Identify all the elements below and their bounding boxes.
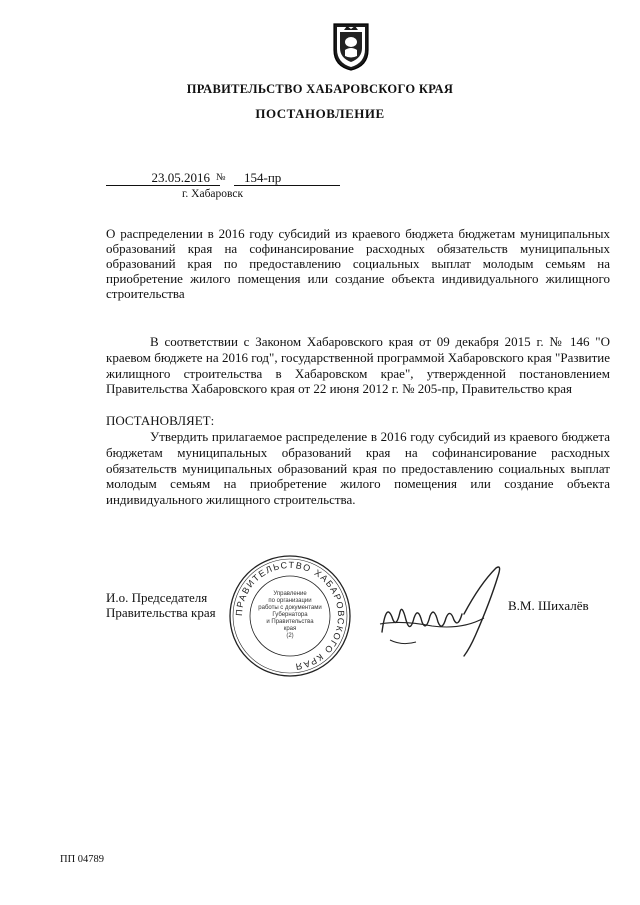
signatory-name: В.М. Шихалёв	[508, 598, 589, 613]
stamp-inner-line: и Правительства	[266, 619, 314, 625]
number-sign: №	[216, 172, 226, 183]
official-stamp	[225, 551, 355, 681]
document-date: 23.05.2016	[106, 170, 220, 186]
decree-word: ПОСТАНОВЛЯЕТ:	[106, 413, 215, 428]
stamp-inner-line: Губернатора	[272, 612, 308, 618]
document-number: 154-пр	[234, 170, 340, 186]
stamp-inner-line: края	[283, 626, 297, 632]
government-title: ПРАВИТЕЛЬСТВО ХАБАРОВСКОГО КРАЯ	[186, 82, 454, 96]
signatory-role-line1: И.о. Председателя	[106, 590, 208, 605]
signatory-role-line2: Правительства края	[106, 605, 216, 620]
stamp-inner-line: (2)	[286, 633, 294, 639]
preamble-paragraph: В соответствии с Законом Хабаровского края от 09 декабря 2015 г. № 146 "О краевом бюджете на 2016 год", государственной программой Хабаровского края "Развитие жилищного строительства в Хабаровском крае", утвержденной постановлением Правительства Хабаровского края от 22 июня 2012 г. № 205-пр, Правительство края	[106, 334, 610, 397]
coat-of-arms-emblem	[330, 20, 372, 72]
signatory-role	[106, 590, 216, 620]
stamp-inner-line: работы с документами	[258, 605, 322, 611]
signature-scribble-icon	[372, 562, 512, 662]
document-type-title: ПОСТАНОВЛЕНИЕ	[255, 106, 385, 121]
document-subject: О распределении в 2016 году субсидий из краевого бюджета бюджетам муниципальных образований края на софинансирование расходных обязательств муниципальных образований края по предоставлению социальных выплат молодым семьям на приобретение жилого помещения или создание объекта индивидуального жилищного строительства	[106, 226, 610, 301]
resolution-paragraph: Утвердить прилагаемое распределение в 2016 году субсидий из краевого бюджета бюджетам муниципальных образований края на софинансирование расходных обязательств муниципальных образований края по предоставлению социальных выплат молодым семьям на приобретение жилого помещения или создание объекта индивидуального жилищного строительства.	[106, 429, 610, 508]
stamp-inner-line: Управление	[273, 591, 307, 597]
stamp-inner-line: по организации	[268, 598, 312, 604]
document-city: г. Хабаровск	[182, 188, 244, 200]
stamp-outer-text: ПРАВИТЕЛЬСТВО ХАБАРОВСКОГО КРАЯ	[233, 559, 347, 672]
khabarovsk-coat-of-arms-icon	[330, 20, 372, 72]
document-code: ПП 04789	[60, 854, 105, 865]
handwritten-signature	[372, 562, 512, 662]
